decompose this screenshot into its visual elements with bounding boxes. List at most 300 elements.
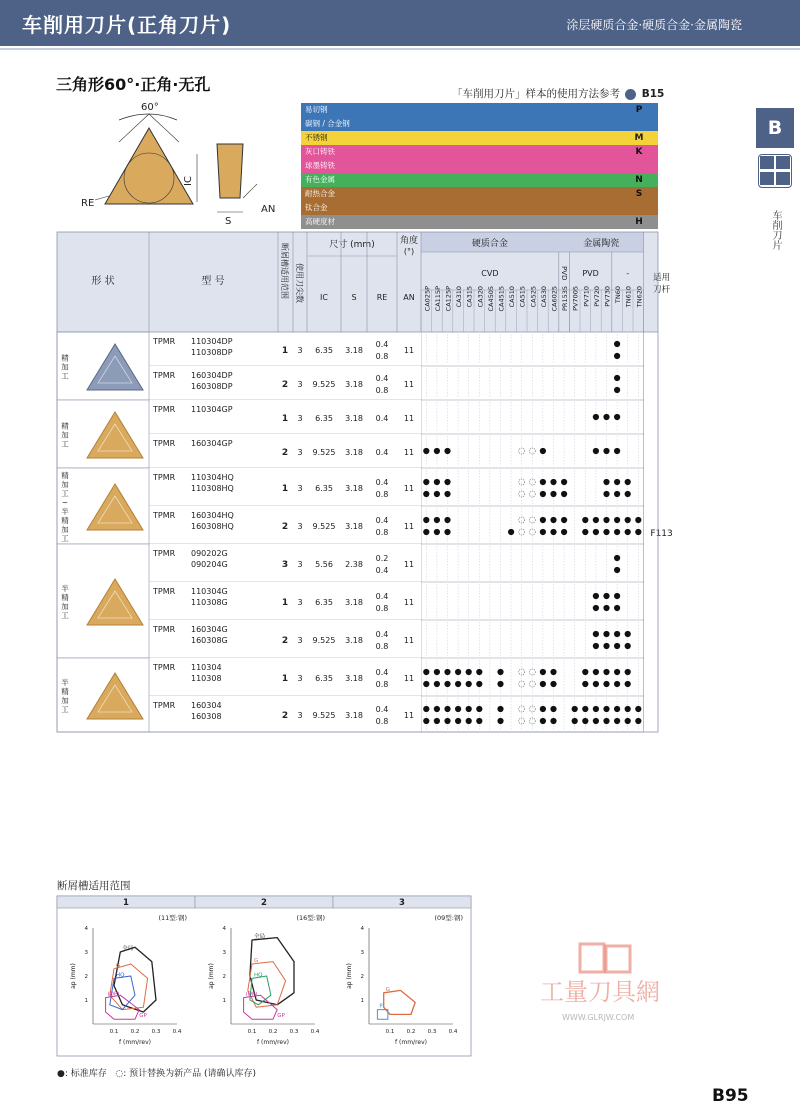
stock-dot bbox=[593, 605, 599, 611]
stock-dot bbox=[444, 479, 450, 485]
stock-dot bbox=[550, 529, 556, 535]
dim-re-header: RE bbox=[376, 293, 388, 302]
edges-value: 3 bbox=[297, 674, 303, 683]
stock-dot bbox=[444, 448, 450, 454]
col-angle-unit: (°) bbox=[403, 247, 415, 256]
stock-dot bbox=[466, 681, 472, 687]
stock-dot bbox=[614, 567, 620, 573]
model-prefix: TPMR bbox=[153, 439, 176, 448]
grade-code: CA310 bbox=[455, 286, 464, 308]
grade-code: TN620 bbox=[635, 286, 644, 308]
chip-region-label: GP bbox=[139, 1012, 147, 1019]
dim-ic-header: IC bbox=[320, 293, 328, 302]
stock-dot bbox=[497, 718, 503, 724]
model-code: 160304DP bbox=[191, 371, 233, 380]
model-code: 160308HQ bbox=[191, 522, 234, 531]
stock-dot bbox=[625, 479, 631, 485]
holder-header: 适用 bbox=[653, 273, 671, 283]
stock-dot bbox=[434, 479, 440, 485]
material-group-letter: K bbox=[620, 145, 658, 159]
material-name: 碳钢 / 合金钢 bbox=[305, 119, 350, 128]
material-group-letter bbox=[620, 117, 658, 131]
stock-dot bbox=[540, 448, 546, 454]
material-row bbox=[301, 159, 658, 173]
stock-dot bbox=[434, 491, 440, 497]
re-value: 0.8 bbox=[375, 680, 389, 689]
stock-dot bbox=[497, 669, 503, 675]
material-row bbox=[301, 215, 658, 229]
stock-dot bbox=[614, 555, 620, 561]
watermark-name: 工量刀具網 bbox=[540, 978, 660, 1006]
an-value: 11 bbox=[403, 414, 415, 423]
stock-dot bbox=[550, 669, 556, 675]
y-tick-label: 2 bbox=[84, 974, 88, 980]
legend-standard: ●: 标准库存 bbox=[57, 1069, 107, 1079]
y-tick-label: 4 bbox=[360, 926, 364, 932]
an-value: 11 bbox=[403, 674, 415, 683]
cvd-subheader: CVD bbox=[481, 269, 499, 278]
stock-dot bbox=[593, 669, 599, 675]
an-value: 11 bbox=[403, 636, 415, 645]
stock-dot bbox=[614, 643, 620, 649]
holder-header-2: 刀杆 bbox=[653, 285, 671, 295]
chip-region-label: 全局 bbox=[254, 934, 266, 940]
stock-dot bbox=[434, 669, 440, 675]
chip-region-label: G bbox=[385, 986, 390, 993]
stock-dot bbox=[582, 718, 588, 724]
model-code: 090202G bbox=[191, 549, 228, 558]
stock-dot bbox=[572, 718, 578, 724]
grade-code: CA515 bbox=[518, 286, 527, 308]
ic-value: 9.525 bbox=[312, 636, 336, 645]
chip-range-value: 1 bbox=[281, 414, 289, 424]
reference-page[interactable]: B15 bbox=[641, 88, 665, 100]
x-tick-label: 0.4 bbox=[448, 1029, 458, 1035]
model-code: 110308G bbox=[191, 598, 228, 607]
holder-value: F113 bbox=[650, 529, 673, 539]
chip-region-label: G bbox=[116, 962, 121, 969]
group-label-char: 半 bbox=[61, 584, 69, 593]
ic-value: 6.35 bbox=[315, 598, 333, 607]
chip-panel-number: 1 bbox=[123, 898, 129, 908]
x-tick-label: 0.3 bbox=[289, 1029, 299, 1035]
stock-dot bbox=[423, 529, 429, 535]
model-code: 110304GP bbox=[191, 405, 233, 414]
stock-dot bbox=[550, 718, 556, 724]
stock-dot bbox=[540, 479, 546, 485]
re-value: 0.4 bbox=[375, 374, 389, 383]
stock-dot bbox=[625, 669, 631, 675]
s-value: 3.18 bbox=[345, 414, 363, 423]
re-value: 0.8 bbox=[375, 528, 389, 537]
stock-dot bbox=[603, 448, 609, 454]
an-value: 11 bbox=[403, 711, 415, 720]
grade-code: CA315 bbox=[465, 286, 474, 308]
stock-dot bbox=[625, 681, 631, 687]
page-number: B95 bbox=[712, 1086, 749, 1106]
re-value: 0.8 bbox=[375, 490, 389, 499]
group-label-char: 加 bbox=[61, 696, 69, 705]
grade-code: TN610 bbox=[624, 286, 633, 308]
chip-breaker-title: 断屑槽适用范围 bbox=[57, 880, 131, 892]
re-value: 0.8 bbox=[375, 642, 389, 651]
pvd-subheader: PVD bbox=[559, 266, 568, 281]
material-group-letter: S bbox=[620, 187, 658, 201]
stock-dot bbox=[550, 681, 556, 687]
x-tick-label: 0.3 bbox=[151, 1029, 161, 1035]
group-label-char: 精 bbox=[61, 471, 69, 480]
cermet-group-header: 金属陶瓷 bbox=[583, 239, 620, 249]
stock-dot bbox=[476, 718, 482, 724]
grade-code: CA510 bbox=[508, 286, 517, 308]
arrow-circle-icon bbox=[625, 89, 636, 100]
grade-code: CA125P bbox=[444, 286, 453, 312]
model-prefix: TPMR bbox=[153, 587, 176, 596]
an-value: 11 bbox=[403, 380, 415, 389]
grade-code: CA320 bbox=[476, 286, 485, 308]
re-value: 0.8 bbox=[375, 717, 389, 726]
stock-dot bbox=[593, 517, 599, 523]
stock-dot bbox=[625, 631, 631, 637]
col-dims-header: 尺寸 (mm) bbox=[329, 240, 375, 250]
stock-dot bbox=[466, 706, 472, 712]
x-tick-label: 0.4 bbox=[310, 1029, 320, 1035]
y-tick-label: 2 bbox=[222, 974, 226, 980]
material-name: 钛合金 bbox=[305, 203, 328, 212]
chip-panel-note: (16型:钢) bbox=[296, 914, 325, 922]
group-label-char: 加 bbox=[61, 525, 69, 534]
chip-panel-note: (09型:钢) bbox=[434, 914, 463, 922]
re-value: 0.8 bbox=[375, 386, 389, 395]
chip-range-value: 2 bbox=[281, 380, 289, 390]
an-value: 11 bbox=[403, 522, 415, 531]
ic-value: 6.35 bbox=[315, 484, 333, 493]
stock-dot bbox=[423, 491, 429, 497]
stock-dot bbox=[603, 491, 609, 497]
edges-value: 3 bbox=[297, 448, 303, 457]
stock-dot bbox=[423, 517, 429, 523]
ic-label: IC bbox=[183, 176, 194, 186]
grade-code: TN60 bbox=[614, 286, 623, 304]
y-tick-label: 3 bbox=[222, 950, 226, 956]
s-value: 3.18 bbox=[345, 711, 363, 720]
edges-value: 3 bbox=[297, 380, 303, 389]
stock-dot bbox=[434, 517, 440, 523]
stock-dot bbox=[444, 529, 450, 535]
stock-dot bbox=[614, 718, 620, 724]
grade-code: CA115P bbox=[433, 286, 442, 312]
stock-dot bbox=[614, 631, 620, 637]
side-vertical-label: 车削刀片 bbox=[770, 210, 781, 250]
stock-dot bbox=[423, 718, 429, 724]
model-code: 110308DP bbox=[191, 348, 233, 357]
stock-dot bbox=[540, 681, 546, 687]
re-value: 0.4 bbox=[375, 705, 389, 714]
stock-dot bbox=[635, 529, 641, 535]
stock-dot bbox=[582, 517, 588, 523]
edges-value: 3 bbox=[297, 598, 303, 607]
stock-dot bbox=[614, 353, 620, 359]
stock-dot bbox=[614, 706, 620, 712]
model-prefix: TPMR bbox=[153, 405, 176, 414]
s-value: 3.18 bbox=[345, 636, 363, 645]
model-code: 110308 bbox=[191, 674, 222, 683]
stock-dot bbox=[614, 448, 620, 454]
stock-dot bbox=[614, 529, 620, 535]
stock-dot bbox=[614, 593, 620, 599]
model-code: 160304G bbox=[191, 625, 228, 634]
grade-code: CA525 bbox=[529, 286, 538, 308]
stock-dot bbox=[614, 669, 620, 675]
an-value: 11 bbox=[403, 598, 415, 607]
group-label-char: 半 bbox=[61, 678, 69, 687]
chip-range-value: 2 bbox=[281, 636, 289, 646]
dash-subheader: - bbox=[626, 269, 630, 278]
re-value: 0.4 bbox=[375, 478, 389, 487]
stock-dot bbox=[614, 491, 620, 497]
group-label-char: 工 bbox=[61, 371, 69, 381]
y-axis-label: ap (mm) bbox=[208, 963, 215, 989]
s-value: 2.38 bbox=[345, 560, 363, 569]
stock-dot bbox=[603, 414, 609, 420]
group-label-char: 加 bbox=[61, 480, 69, 489]
material-name: 有色金属 bbox=[305, 175, 335, 184]
stock-dot bbox=[444, 491, 450, 497]
stock-dot bbox=[603, 706, 609, 712]
stock-dot bbox=[444, 718, 450, 724]
s-value: 3.18 bbox=[345, 484, 363, 493]
grade-code: CA4515 bbox=[497, 286, 506, 312]
stock-dot bbox=[423, 669, 429, 675]
stock-dot bbox=[603, 529, 609, 535]
chip-region-label: GP bbox=[277, 1012, 285, 1019]
stock-legend bbox=[57, 1066, 256, 1079]
stock-dot bbox=[603, 605, 609, 611]
section-tab[interactable]: B bbox=[756, 108, 794, 148]
dim-an-header: AN bbox=[403, 293, 415, 302]
stock-dot bbox=[423, 448, 429, 454]
material-group-letter bbox=[620, 201, 658, 215]
stock-dot bbox=[540, 491, 546, 497]
stock-dot bbox=[434, 718, 440, 724]
stock-dot bbox=[455, 681, 461, 687]
chip-region-label: G bbox=[254, 958, 259, 964]
col-model-header: 型 号 bbox=[201, 276, 225, 287]
model-code: 110304DP bbox=[191, 337, 233, 346]
material-row bbox=[301, 131, 658, 145]
x-tick-label: 0.1 bbox=[385, 1029, 395, 1035]
ic-value: 5.56 bbox=[315, 560, 333, 569]
stock-dot bbox=[625, 706, 631, 712]
carbide-group-header: 硬质合金 bbox=[471, 239, 508, 249]
stock-dot bbox=[635, 706, 641, 712]
an-label: AN bbox=[261, 204, 276, 215]
stock-dot bbox=[635, 517, 641, 523]
model-code: 160304GP bbox=[191, 439, 233, 448]
s-value: 3.18 bbox=[345, 380, 363, 389]
chip-breaker-charts bbox=[57, 896, 471, 1056]
material-row bbox=[301, 103, 658, 117]
s-value: 3.18 bbox=[345, 674, 363, 683]
page-subtitle: 涂层硬质合金·硬质合金·金属陶瓷 bbox=[566, 18, 742, 32]
stock-dot bbox=[550, 491, 556, 497]
chip-region-label: P bbox=[379, 1003, 383, 1010]
s-label: S bbox=[225, 216, 232, 227]
grade-code: CA530 bbox=[539, 286, 548, 308]
chip-range-value: 2 bbox=[281, 448, 289, 458]
stock-dot bbox=[635, 718, 641, 724]
material-name: 球墨铸铁 bbox=[305, 161, 335, 170]
material-row bbox=[301, 201, 658, 215]
material-group-letter: M bbox=[620, 131, 658, 145]
x-axis-label: f (mm/rev) bbox=[257, 1039, 289, 1046]
stock-dot bbox=[540, 529, 546, 535]
stock-dot bbox=[561, 491, 567, 497]
an-value: 11 bbox=[403, 484, 415, 493]
material-group-letter: H bbox=[620, 215, 658, 229]
group-label-char: 工 bbox=[61, 439, 69, 449]
group-label-char: 精 bbox=[61, 516, 69, 525]
x-tick-label: 0.3 bbox=[427, 1029, 437, 1035]
stock-dot bbox=[540, 718, 546, 724]
group-label-char: 加 bbox=[61, 602, 69, 611]
stock-dot bbox=[614, 681, 620, 687]
stock-dot bbox=[603, 669, 609, 675]
stock-dot bbox=[434, 529, 440, 535]
material-name: 灰口铸铁 bbox=[305, 147, 335, 156]
stock-dot bbox=[614, 387, 620, 393]
stock-dot bbox=[593, 414, 599, 420]
stock-dot bbox=[455, 669, 461, 675]
chip-panel-note: (11型:钢) bbox=[158, 914, 187, 922]
s-value: 3.18 bbox=[345, 598, 363, 607]
stock-dot bbox=[550, 479, 556, 485]
group-label-char: 加 bbox=[61, 362, 69, 372]
an-value: 11 bbox=[403, 448, 415, 457]
chip-range-value: 2 bbox=[281, 522, 289, 532]
page-header bbox=[0, 0, 800, 46]
ic-value: 6.35 bbox=[315, 414, 333, 423]
stock-dot bbox=[434, 681, 440, 687]
stock-dot bbox=[444, 517, 450, 523]
stock-dot bbox=[550, 517, 556, 523]
stock-dot bbox=[466, 718, 472, 724]
model-code: 160304 bbox=[191, 701, 222, 710]
stock-dot bbox=[423, 681, 429, 687]
watermark-url: WWW.GLRJW.COM bbox=[562, 1013, 635, 1022]
col-angle-header: 角度 bbox=[399, 236, 419, 246]
chip-range-value: 1 bbox=[281, 484, 289, 494]
grade-code: PV720 bbox=[592, 286, 601, 307]
stock-dot bbox=[593, 643, 599, 649]
stock-dot bbox=[444, 669, 450, 675]
edges-value: 3 bbox=[297, 711, 303, 720]
edges-value: 3 bbox=[297, 346, 303, 355]
turning-insert-icon bbox=[758, 154, 792, 188]
y-tick-label: 3 bbox=[360, 950, 364, 956]
stock-dot bbox=[593, 706, 599, 712]
re-label: RE bbox=[81, 198, 95, 209]
stock-dot bbox=[603, 593, 609, 599]
model-code: 110304 bbox=[191, 663, 222, 672]
stock-dot bbox=[593, 448, 599, 454]
grade-code: CA025P bbox=[423, 286, 432, 312]
col-shape-header: 形 状 bbox=[91, 276, 115, 287]
y-tick-label: 4 bbox=[84, 926, 88, 932]
material-group-letter: N bbox=[620, 173, 658, 187]
insert-geometry-diagram bbox=[57, 100, 301, 230]
stock-dot bbox=[593, 529, 599, 535]
y-tick-label: 3 bbox=[84, 950, 88, 956]
watermark-logo bbox=[540, 944, 740, 1024]
material-group-letter bbox=[620, 159, 658, 173]
stock-dot bbox=[561, 517, 567, 523]
chip-region-label: HQ bbox=[116, 972, 125, 979]
edges-value: 3 bbox=[297, 484, 303, 493]
s-value: 3.18 bbox=[345, 448, 363, 457]
model-code: 110304G bbox=[191, 587, 228, 596]
y-tick-label: 2 bbox=[360, 974, 364, 980]
re-value: 0.2 bbox=[375, 554, 389, 563]
col-chip-header: 断屑槽适用范围 bbox=[280, 243, 289, 299]
chip-range-value: 1 bbox=[281, 346, 289, 356]
y-axis-label: ap (mm) bbox=[70, 963, 77, 989]
an-value: 11 bbox=[403, 346, 415, 355]
stock-dot bbox=[497, 681, 503, 687]
y-tick-label: 4 bbox=[222, 926, 226, 932]
material-row bbox=[301, 187, 658, 201]
model-prefix: TPMR bbox=[153, 511, 176, 520]
re-value: 0.4 bbox=[375, 414, 389, 423]
material-name: 不锈钢 bbox=[305, 133, 328, 142]
material-name: 易切钢 bbox=[305, 105, 328, 114]
stock-dot bbox=[614, 414, 620, 420]
stock-dot bbox=[582, 529, 588, 535]
stock-dot bbox=[540, 669, 546, 675]
chip-range-value: 1 bbox=[281, 598, 289, 608]
stock-dot bbox=[614, 517, 620, 523]
group-label-char: 半 bbox=[61, 507, 69, 516]
stock-dot bbox=[455, 706, 461, 712]
stock-dot bbox=[593, 681, 599, 687]
group-label-char: 加 bbox=[61, 430, 69, 440]
ic-value: 6.35 bbox=[315, 346, 333, 355]
grade-code: CA6025 bbox=[550, 286, 559, 312]
y-tick-label: 1 bbox=[222, 998, 226, 1004]
re-value: 0.4 bbox=[375, 668, 389, 677]
stock-dot bbox=[582, 681, 588, 687]
page-title: 车削用刀片(正角刀片) bbox=[22, 13, 232, 37]
legend-replacement: ◌: 预计替换为新产品 (请确认库存) bbox=[115, 1069, 256, 1079]
re-value: 0.8 bbox=[375, 604, 389, 613]
edges-value: 3 bbox=[297, 636, 303, 645]
group-label-char: 精 bbox=[61, 353, 69, 363]
s-value: 3.18 bbox=[345, 522, 363, 531]
model-prefix: TPMR bbox=[153, 337, 176, 346]
material-row bbox=[301, 173, 658, 187]
stock-dot bbox=[540, 706, 546, 712]
col-edges-header: 使用刀尖数 bbox=[295, 263, 304, 303]
stock-dot bbox=[593, 593, 599, 599]
stock-dot bbox=[614, 341, 620, 347]
model-code: 160308DP bbox=[191, 382, 233, 391]
re-value: 0.4 bbox=[375, 448, 389, 457]
section-title: 三角形60°·正角·无孔 bbox=[56, 75, 211, 94]
re-value: 0.4 bbox=[375, 516, 389, 525]
re-value: 0.8 bbox=[375, 352, 389, 361]
y-tick-label: 1 bbox=[84, 998, 88, 1004]
stock-dot bbox=[444, 706, 450, 712]
